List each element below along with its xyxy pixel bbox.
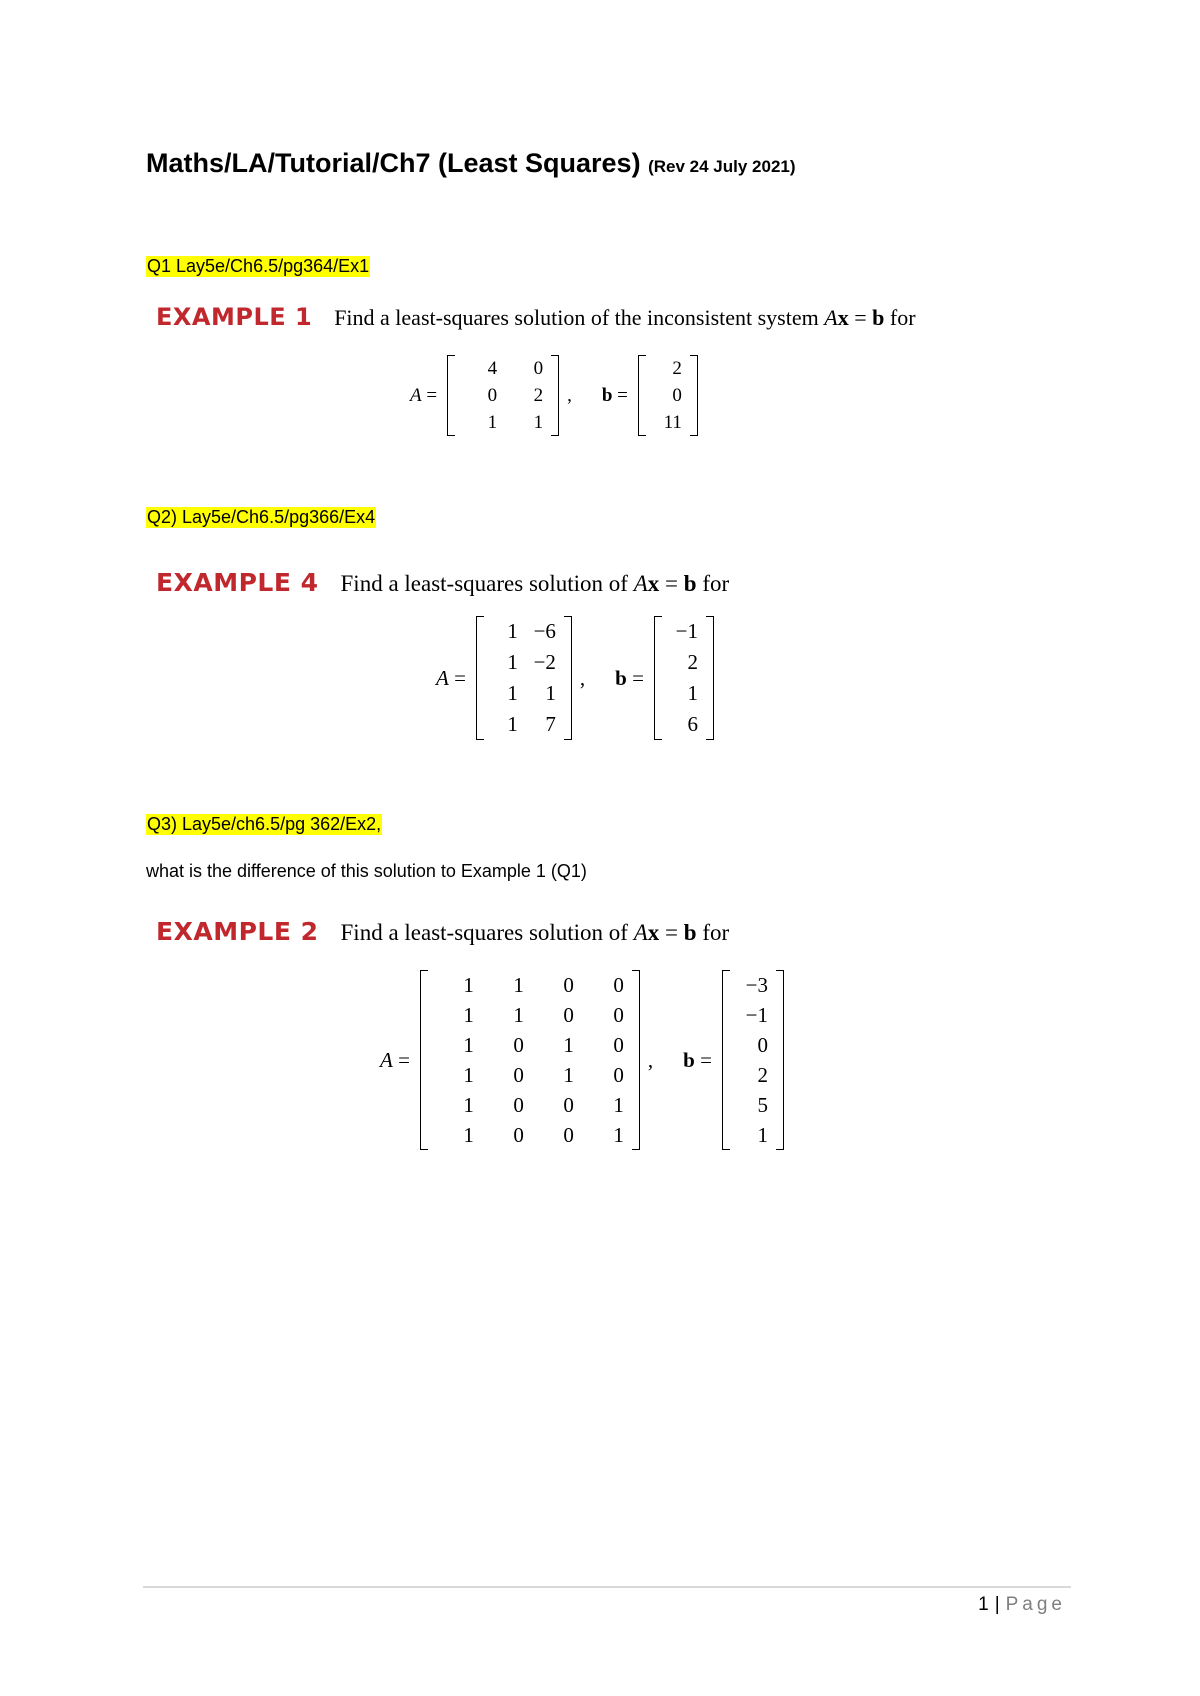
- q2-equation: [436, 616, 714, 740]
- q2-example-text: [341, 571, 730, 597]
- matrix-cell: 7: [545, 712, 556, 736]
- footer-divider: [143, 1586, 1071, 1588]
- footer-separator: |: [994, 1594, 1000, 1615]
- q3-b-label: b =: [683, 1047, 712, 1072]
- matrix-cell: 0: [563, 972, 574, 997]
- q1-example-heading: [156, 303, 916, 331]
- matrix-cell: 1: [507, 712, 518, 736]
- q2-vector-b: [654, 616, 714, 740]
- q3-equation: [380, 970, 784, 1150]
- matrix-cell: 1: [463, 1122, 474, 1147]
- matrix-cell: 0: [513, 1122, 524, 1147]
- page-word: Page: [1005, 1594, 1066, 1615]
- q3-symbol-A: A: [633, 920, 648, 945]
- matrix-cell: 0: [563, 1002, 574, 1027]
- matrix-cell: 0: [613, 1032, 624, 1057]
- title-text: Maths/LA/Tutorial/Ch7 (Least Squares): [146, 148, 641, 178]
- matrix-cell: −6: [533, 619, 556, 643]
- q1-example-tag: EXAMPLE 1: [156, 303, 313, 331]
- matrix-cell: 1: [463, 972, 474, 997]
- q1-symbol-b: b: [872, 305, 885, 330]
- matrix-cell: 4: [487, 357, 498, 379]
- matrix-cell: 11: [663, 411, 682, 433]
- matrix-cell: 2: [533, 384, 544, 406]
- matrix-cell: 0: [563, 1122, 574, 1147]
- matrix-cell: 1: [463, 1032, 474, 1057]
- q2-symbol-A: A: [633, 571, 648, 596]
- q3-symbol-b: b: [683, 920, 697, 945]
- matrix-cell: −1: [745, 1002, 768, 1027]
- q1-symbol-x: x: [837, 305, 849, 330]
- matrix-cell: 0: [533, 357, 544, 379]
- q3-example-tag: EXAMPLE 2: [156, 917, 319, 946]
- q2-b-label: b =: [615, 665, 644, 690]
- matrix-cell: 0: [672, 384, 682, 406]
- q3-comma: ,: [647, 1047, 654, 1072]
- matrix-cell: 5: [757, 1092, 768, 1117]
- matrix-cell: 1: [563, 1062, 574, 1087]
- q1-symbol-eq: =: [854, 305, 867, 330]
- q2-symbol-x: x: [647, 571, 660, 596]
- q1-matrix-A: [447, 355, 559, 436]
- q1-b-label: b =: [601, 384, 628, 406]
- matrix-cell: 1: [507, 650, 518, 674]
- q2-symbol-b: b: [683, 571, 697, 596]
- matrix-cell: 1: [487, 411, 498, 433]
- matrix-cell: −3: [745, 972, 768, 997]
- q3-text-prefix: Find a least-squares solution of: [340, 920, 628, 945]
- matrix-cell: 2: [757, 1062, 768, 1087]
- matrix-cell: 1: [507, 681, 518, 705]
- matrix-cell: 2: [672, 357, 682, 379]
- page-number: 1: [978, 1594, 989, 1615]
- matrix-cell: 1: [513, 1002, 524, 1027]
- matrix-cell: 1: [513, 972, 524, 997]
- q1-text-prefix: Find a least-squares solution of the inconsistent system: [334, 305, 819, 330]
- matrix-cell: 1: [545, 681, 556, 705]
- matrix-cell: 1: [533, 411, 544, 433]
- matrix-cell: 0: [513, 1062, 524, 1087]
- matrix-cell: 0: [613, 972, 624, 997]
- matrix-cell: 2: [687, 650, 698, 674]
- q1-equation: [410, 355, 698, 436]
- matrix-cell: −2: [533, 650, 556, 674]
- q3-question: what is the difference of this solution to Example 1 (Q1): [146, 861, 587, 881]
- q3-vector-b: [722, 970, 784, 1150]
- matrix-cell: 1: [563, 1032, 574, 1057]
- q1-text-suffix: for: [889, 305, 916, 330]
- q3-symbol-eq: =: [665, 920, 679, 945]
- q1-comma: ,: [567, 384, 572, 406]
- q2-text-prefix: Find a least-squares solution of: [340, 571, 628, 596]
- q3-label: Q3) Lay5e/ch6.5/pg 362/Ex2,: [147, 814, 382, 834]
- matrix-cell: −1: [675, 619, 698, 643]
- q2-text-suffix: for: [702, 571, 730, 596]
- q2-label: Q2) Lay5e/Ch6.5/pg366/Ex4: [147, 507, 376, 527]
- q1-A-label: A =: [410, 384, 438, 406]
- q3-symbol-x: x: [647, 920, 660, 945]
- matrix-cell: 1: [687, 681, 698, 705]
- matrix-cell: 6: [687, 712, 698, 736]
- q3-text-suffix: for: [702, 920, 730, 945]
- q3-example-heading: [156, 917, 729, 946]
- matrix-cell: 0: [487, 384, 498, 406]
- matrix-cell: 0: [513, 1032, 524, 1057]
- revision-text: (Rev 24 July 2021): [648, 157, 796, 176]
- page-footer: [978, 1594, 1066, 1616]
- q2-example-tag: EXAMPLE 4: [156, 568, 319, 597]
- q1-example-text: [334, 305, 915, 331]
- q2-A-label: A =: [436, 665, 466, 690]
- matrix-cell: 1: [613, 1122, 624, 1147]
- q1-label: Q1 Lay5e/Ch6.5/pg364/Ex1: [147, 256, 370, 276]
- matrix-cell: 1: [463, 1092, 474, 1117]
- page-title: [146, 148, 796, 179]
- matrix-cell: 0: [613, 1062, 624, 1087]
- q2-matrix-A: [476, 616, 572, 740]
- matrix-cell: 0: [513, 1092, 524, 1117]
- matrix-cell: 1: [757, 1122, 768, 1147]
- matrix-cell: 1: [507, 619, 518, 643]
- q2-comma: ,: [579, 665, 586, 690]
- q1-vector-b: [638, 355, 698, 436]
- matrix-cell: 1: [463, 1002, 474, 1027]
- matrix-cell: 0: [613, 1002, 624, 1027]
- matrix-cell: 1: [463, 1062, 474, 1087]
- matrix-cell: 0: [757, 1032, 768, 1057]
- q3-example-text: [341, 920, 730, 946]
- q3-matrix-A: [420, 970, 640, 1150]
- q3-A-label: A =: [380, 1047, 410, 1072]
- q1-symbol-A: A: [824, 305, 838, 330]
- matrix-cell: 0: [563, 1092, 574, 1117]
- q2-symbol-eq: =: [665, 571, 679, 596]
- q2-example-heading: [156, 568, 729, 597]
- matrix-cell: 1: [613, 1092, 624, 1117]
